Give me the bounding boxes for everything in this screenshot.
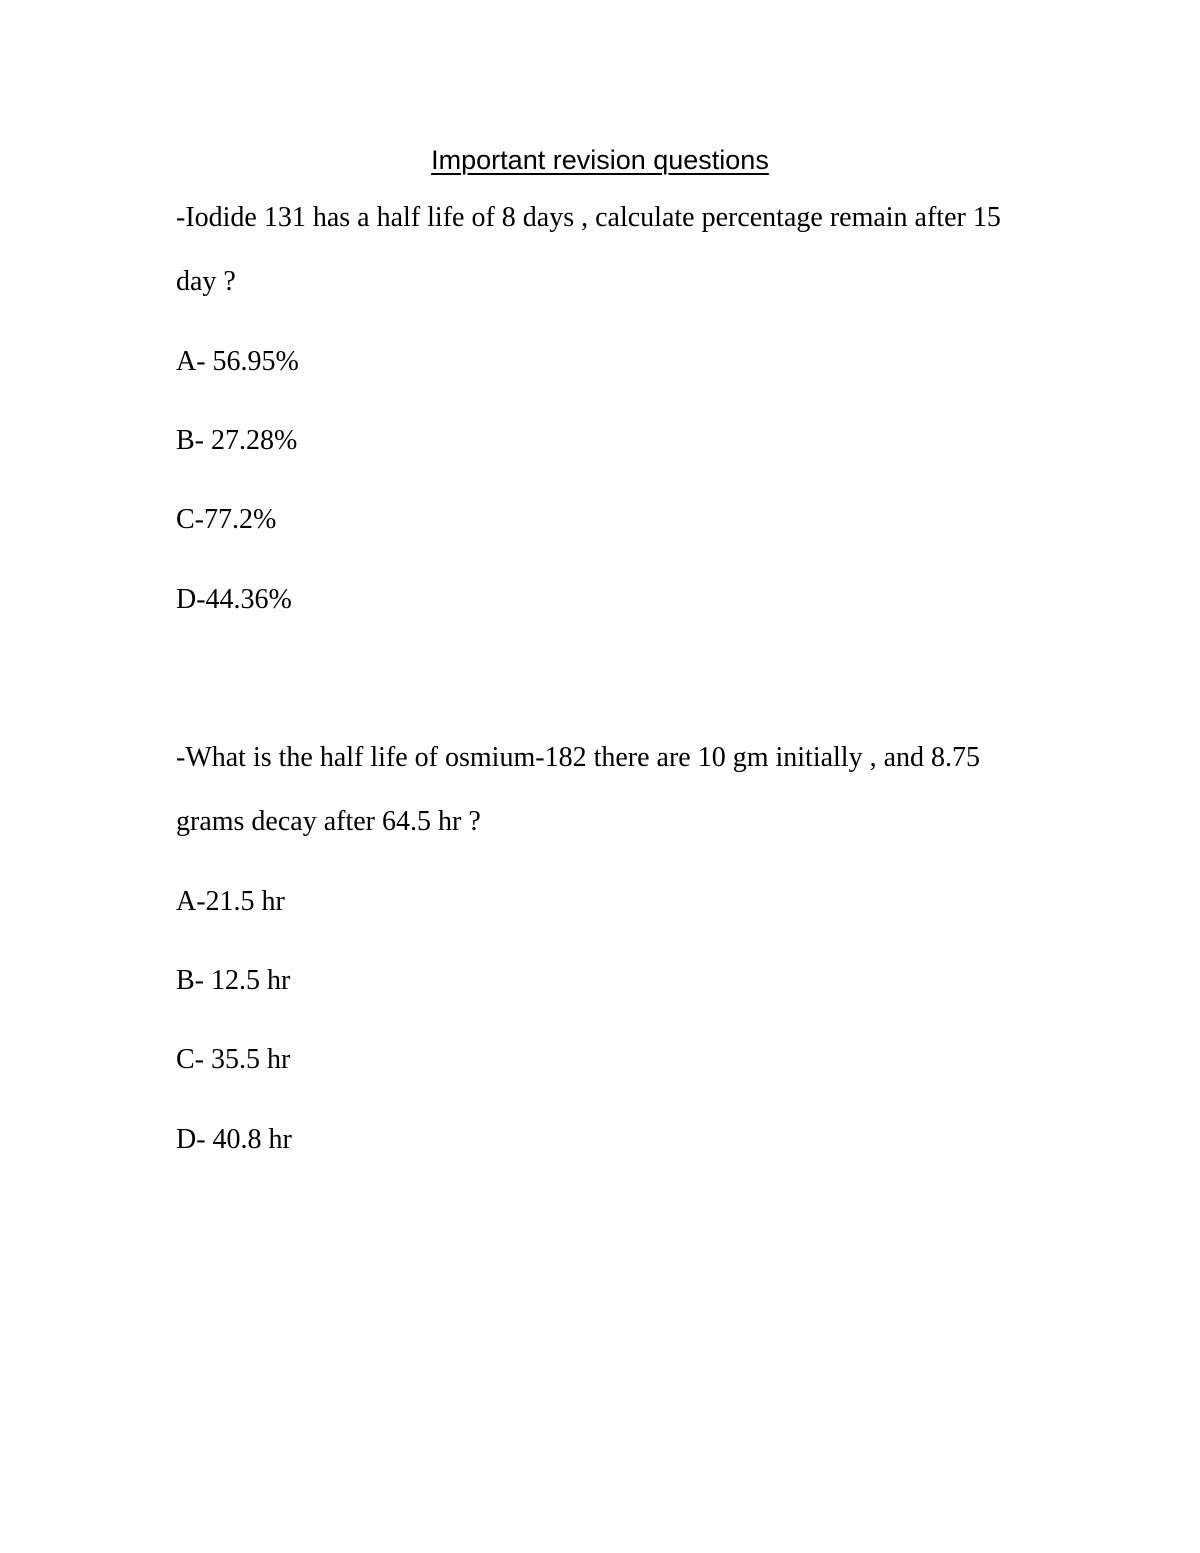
question-2-text-line-2: grams decay after 64.5 hr ? <box>176 806 481 837</box>
question-2-option-b: B- 12.5 hr <box>176 965 291 996</box>
question-1-option-d: D-44.36% <box>176 584 292 615</box>
question-2-option-d: D- 40.8 hr <box>176 1124 292 1155</box>
question-1-text-line-1: -Iodide 131 has a half life of 8 days , calculate percentage remain after 15 <box>176 202 1001 233</box>
question-1-option-b: B- 27.28% <box>176 425 298 456</box>
question-1-option-c: C-77.2% <box>176 504 277 535</box>
question-1-text-line-2: day ? <box>176 266 236 297</box>
question-1-option-a: A- 56.95% <box>176 346 299 377</box>
question-2-text-line-1: -What is the half life of osmium-182 there are 10 gm initially , and 8.75 <box>176 742 981 773</box>
page-title: Important revision questions <box>431 145 769 175</box>
question-2-option-a: A-21.5 hr <box>176 886 285 917</box>
question-2-option-c: C- 35.5 hr <box>176 1044 291 1075</box>
